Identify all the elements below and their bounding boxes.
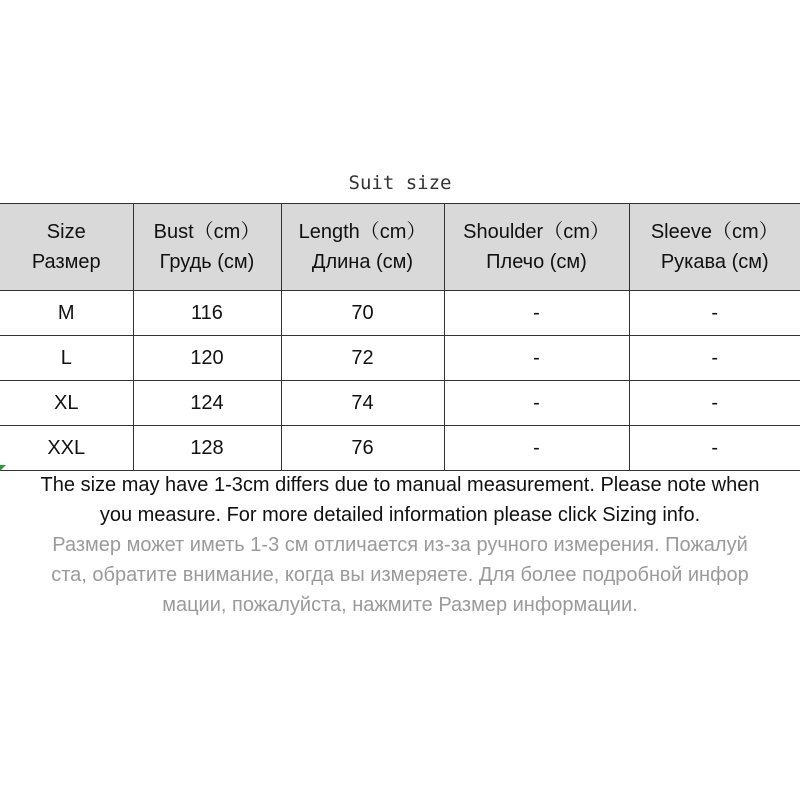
- cell-shoulder: -: [444, 291, 629, 336]
- note-ru-line: ста, обратите внимание, когда вы измеряете. Для более подробной инфор: [51, 564, 749, 586]
- header-label-en: Size: [46, 221, 86, 243]
- cell-length: 76: [281, 426, 444, 471]
- cell-size: XL: [0, 381, 133, 426]
- cell-sleeve: -: [629, 291, 800, 336]
- header-size: [0, 204, 133, 291]
- header-sleeve: [629, 204, 800, 291]
- header-label-en: Sleeve（cm）: [650, 221, 779, 243]
- table-row: [0, 336, 800, 381]
- measurement-note: [0, 470, 800, 620]
- header-label-ru: Длина (см): [311, 251, 414, 273]
- note-en-line: The size may have 1-3cm differs due to manual measurement. Please note when: [40, 474, 760, 496]
- cell-size: L: [0, 336, 133, 381]
- cell-shoulder: -: [444, 336, 629, 381]
- header-label-en: Length（cm）: [298, 221, 427, 243]
- size-chart-table: [0, 203, 800, 471]
- cell-shoulder: -: [444, 381, 629, 426]
- cell-size: M: [0, 291, 133, 336]
- table-row: [0, 426, 800, 471]
- cell-bust: 116: [133, 291, 281, 336]
- note-ru-line: Размер может иметь 1-3 см отличается из-за ручного измерения. Пожалуй: [52, 534, 748, 556]
- cell-bust: 128: [133, 426, 281, 471]
- header-length: [281, 204, 444, 291]
- note-ru-line: мации, пожалуйста, нажмите Размер информации.: [162, 594, 638, 616]
- cell-shoulder: -: [444, 426, 629, 471]
- cell-sleeve: -: [629, 381, 800, 426]
- cell-sleeve: -: [629, 426, 800, 471]
- header-bust: [133, 204, 281, 291]
- header-shoulder: [444, 204, 629, 291]
- header-label-en: Shoulder（cm）: [463, 221, 610, 243]
- cell-bust: 124: [133, 381, 281, 426]
- table-row: [0, 291, 800, 336]
- header-label-ru: Рукава (см): [660, 251, 769, 273]
- header-label-en: Bust（cm）: [153, 221, 261, 243]
- header-label-ru: Плечо (см): [486, 251, 587, 273]
- cell-size: XXL: [0, 426, 133, 471]
- cell-length: 70: [281, 291, 444, 336]
- cell-length: 74: [281, 381, 444, 426]
- table-caption: Suit size: [348, 172, 452, 194]
- header-label-ru: Размер: [31, 251, 101, 273]
- cell-sleeve: -: [629, 336, 800, 381]
- table-header-row: [0, 204, 800, 291]
- table-row: [0, 381, 800, 426]
- cell-length: 72: [281, 336, 444, 381]
- note-en-line: you measure. For more detailed information please click Sizing info.: [99, 504, 701, 526]
- cell-bust: 120: [133, 336, 281, 381]
- header-label-ru: Грудь (см): [159, 251, 255, 273]
